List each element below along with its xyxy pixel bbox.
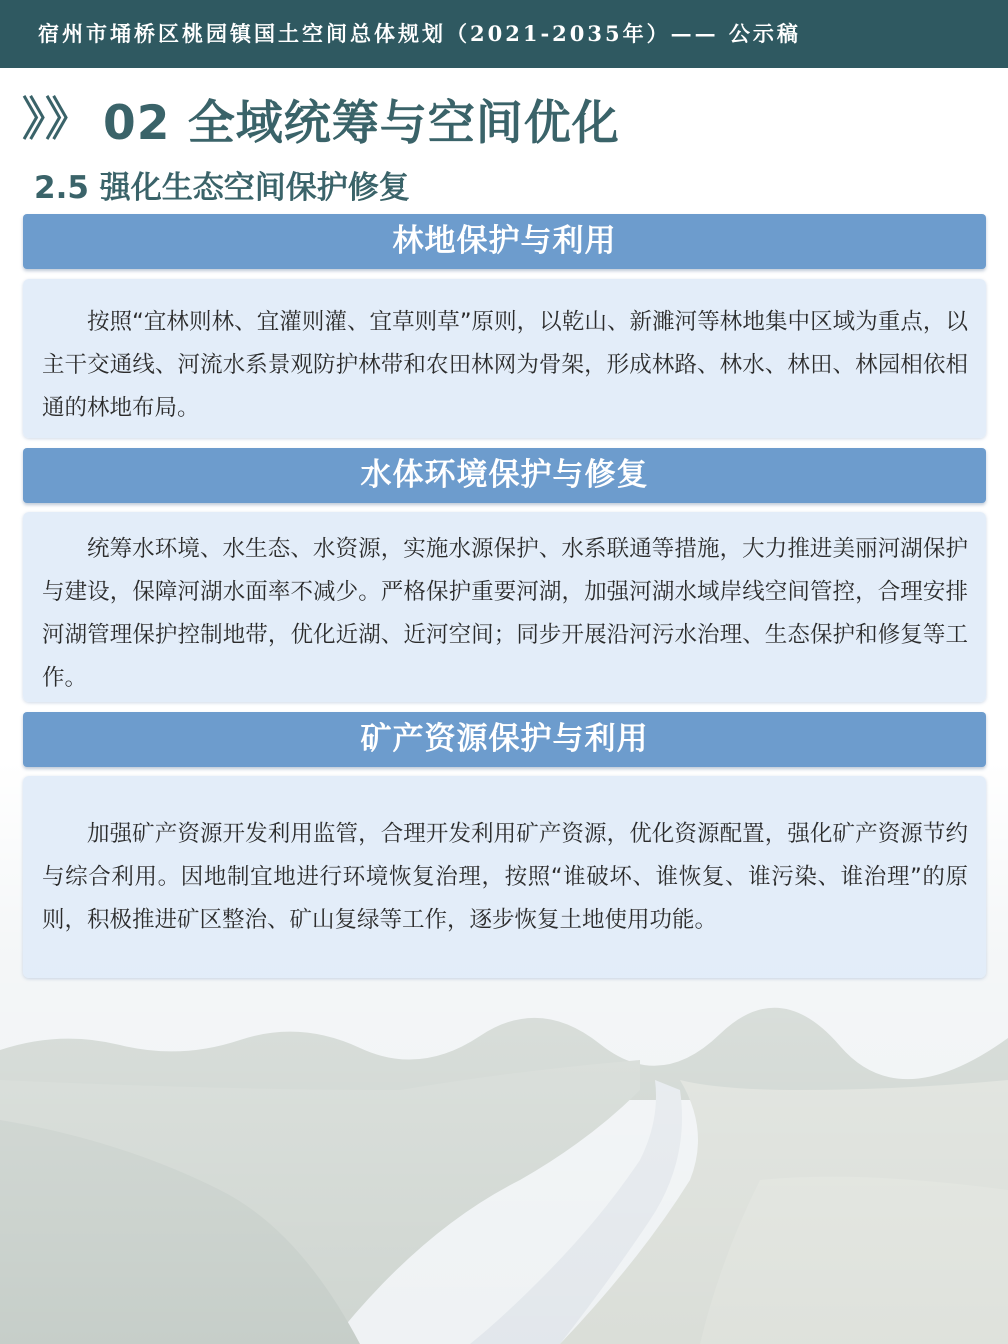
subsection-title: 2.5 强化生态空间保护修复	[34, 170, 410, 206]
section-title-text: 02 全域统筹与空间优化	[103, 95, 620, 151]
block-heading-mineral: 矿产资源保护与利用	[23, 712, 986, 767]
block-paragraph-water: 统筹水环境、水生态、水资源，实施水源保护、水系联通等措施，大力推进美丽河湖保护与建设，保障河湖水面率不减少。严格保护重要河湖，加强河湖水域岸线空间管控，合理安排河湖管理保护控制地带，优化近湖、近河空间；同步开展沿河污水治理、生态保护和修复等工作。	[42, 536, 968, 691]
block-heading-water: 水体环境保护与修复	[23, 448, 986, 503]
section-title	[22, 84, 620, 154]
block-body-mineral	[23, 776, 986, 978]
block-heading-forest: 林地保护与利用	[23, 214, 986, 269]
block-paragraph-forest: 按照“宜林则林、宜灌则灌、宜草则草”原则，以乾山、新濉河等林地集中区域为重点，以主干交通线、河流水系景观防护林带和农田林网为骨架，形成林路、林水、林田、林园相依相通的林地布局。	[42, 309, 968, 421]
double-chevron-icon: 》》	[22, 92, 91, 146]
block-body-forest	[23, 279, 986, 438]
block-paragraph-mineral: 加强矿产资源开发利用监管，合理开发利用矿产资源，优化资源配置，强化矿产资源节约与综合利用。因地制宜地进行环境恢复治理，按照“谁破坏、谁恢复、谁污染、谁治理”的原则，积极推进矿区整治、矿山复绿等工作，逐步恢复土地使用功能。	[42, 821, 968, 933]
document-header-title: 宿州市埇桥区桃园镇国土空间总体规划（2021-2035年）—— 公示稿	[38, 21, 801, 46]
block-body-water	[23, 512, 986, 702]
document-header-bar	[0, 0, 1008, 68]
